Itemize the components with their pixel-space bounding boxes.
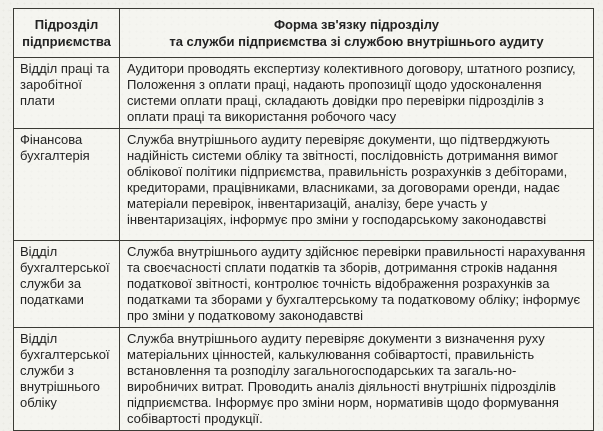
table-row-tax-accounting bbox=[14, 241, 594, 328]
page-content bbox=[13, 8, 594, 431]
table-row-internal-accounting bbox=[14, 328, 594, 431]
header-division-column: Підрозділ підприємства bbox=[14, 9, 120, 58]
audit-liaison-table bbox=[13, 8, 594, 431]
form-cell: Служба внутрішнього аудиту перевіряє документи, що підтверджують надійність системи обліку та звітності, послідовність дотримання вимог облікової політики підприємства, правильність розрахунків з дебіторами, кредиторами, працівниками, власниками, за договорами оренди, надає матеріали перевірок, інвентаризацій, аналізу, бере участь у інвентаризаціях, інформує про зміни у господарському законодавстві bbox=[120, 129, 594, 241]
form-cell: Служба внутрішнього аудиту перевіряє документи з визначення руху матеріальних цінностей, калькулювання собівартості, правильність встановлення та розподілу загальногосподарських та загаль-но-виробничих витрат. Проводить аналіз діяльності внутрішніх підрозділів підприємства. Інформує про зміни норм, нормативів щодо формування собівартості продукції. bbox=[120, 328, 594, 431]
header-form-column bbox=[120, 9, 594, 58]
form-cell: Аудитори проводять експертизу колективного договору, штатного розпису, Положення з оплати праці, надають пропозиції щодо удосконалення системи оплати праці, складають довідки про перевірки підрозділів з оплати праці та використання робочого часу bbox=[120, 58, 594, 129]
form-cell: Служба внутрішнього аудиту здійснює перевірки правильності нарахування та своєчасності сплати податків та зборів, дотримання строків надання податкової звітності, контролює точність відображення розрахунків за податками та зборами у бухгалтерському та податковому обліку; інформує про зміни у податковому законодавстві bbox=[120, 241, 594, 328]
header-form-line1: Форма зв'язку підрозділу bbox=[273, 17, 440, 32]
table-row-financial-accounting bbox=[14, 129, 594, 241]
division-cell: Відділ бухгалтерської служби за податками bbox=[14, 241, 120, 328]
table-row-labor-wages bbox=[14, 58, 594, 129]
table-header-row bbox=[14, 9, 594, 58]
header-form-line2: та служби підприємства зі службою внутрішнього аудиту bbox=[169, 34, 544, 49]
division-cell: Відділ праці та заробітної плати bbox=[14, 58, 120, 129]
division-cell: Відділ бухгалтерської служби з внутрішнього обліку bbox=[14, 328, 120, 431]
division-cell: Фінансова бухгалтерія bbox=[14, 129, 120, 241]
